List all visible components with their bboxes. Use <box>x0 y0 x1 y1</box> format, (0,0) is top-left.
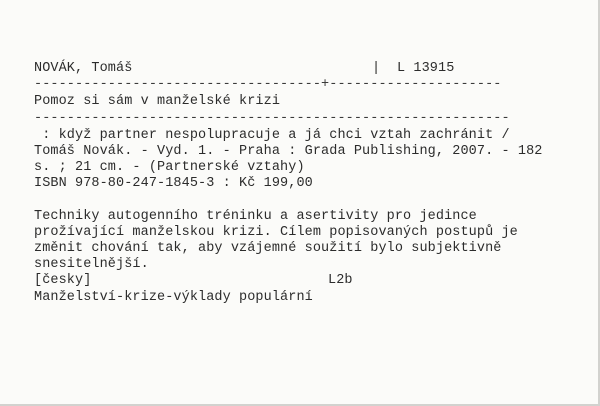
location-code: L2b <box>328 273 353 288</box>
middle-rule: ---------------------------------------------------------- <box>34 111 510 126</box>
abstract-line: změnit chování tak, aby vzájemné soužití bylo subjektivně <box>34 241 502 256</box>
description-line: Tomáš Novák. - Vyd. 1. - Praha : Grada Publishing, 2007. - 182 <box>34 144 543 159</box>
header-separator: | <box>372 61 381 76</box>
author-heading: NOVÁK, Tomáš <box>34 61 133 76</box>
call-number: L 13915 <box>397 61 455 76</box>
isbn-line: ISBN 978-80-247-1845-3 : Kč 199,00 <box>34 176 313 191</box>
subject-heading: Manželství-krize-výklady populární <box>34 290 313 305</box>
description-line: : když partner nespolupracuje a já chci vztah zachránit / <box>34 128 510 143</box>
abstract-line: snesitelnější. <box>34 257 149 272</box>
description-line: s. ; 21 cm. - (Partnerské vztahy) <box>34 160 305 175</box>
abstract-line: prožívající manželskou krizi. Cílem popisovaných postupů je <box>34 225 518 240</box>
abstract-line: Techniky autogenního tréninku a asertivity pro jedince <box>34 209 477 224</box>
top-rule: -----------------------------------+--------------------- <box>34 77 502 92</box>
language-note: [česky] <box>34 273 92 288</box>
book-title: Pomoz si sám v manželské krizi <box>34 94 281 109</box>
